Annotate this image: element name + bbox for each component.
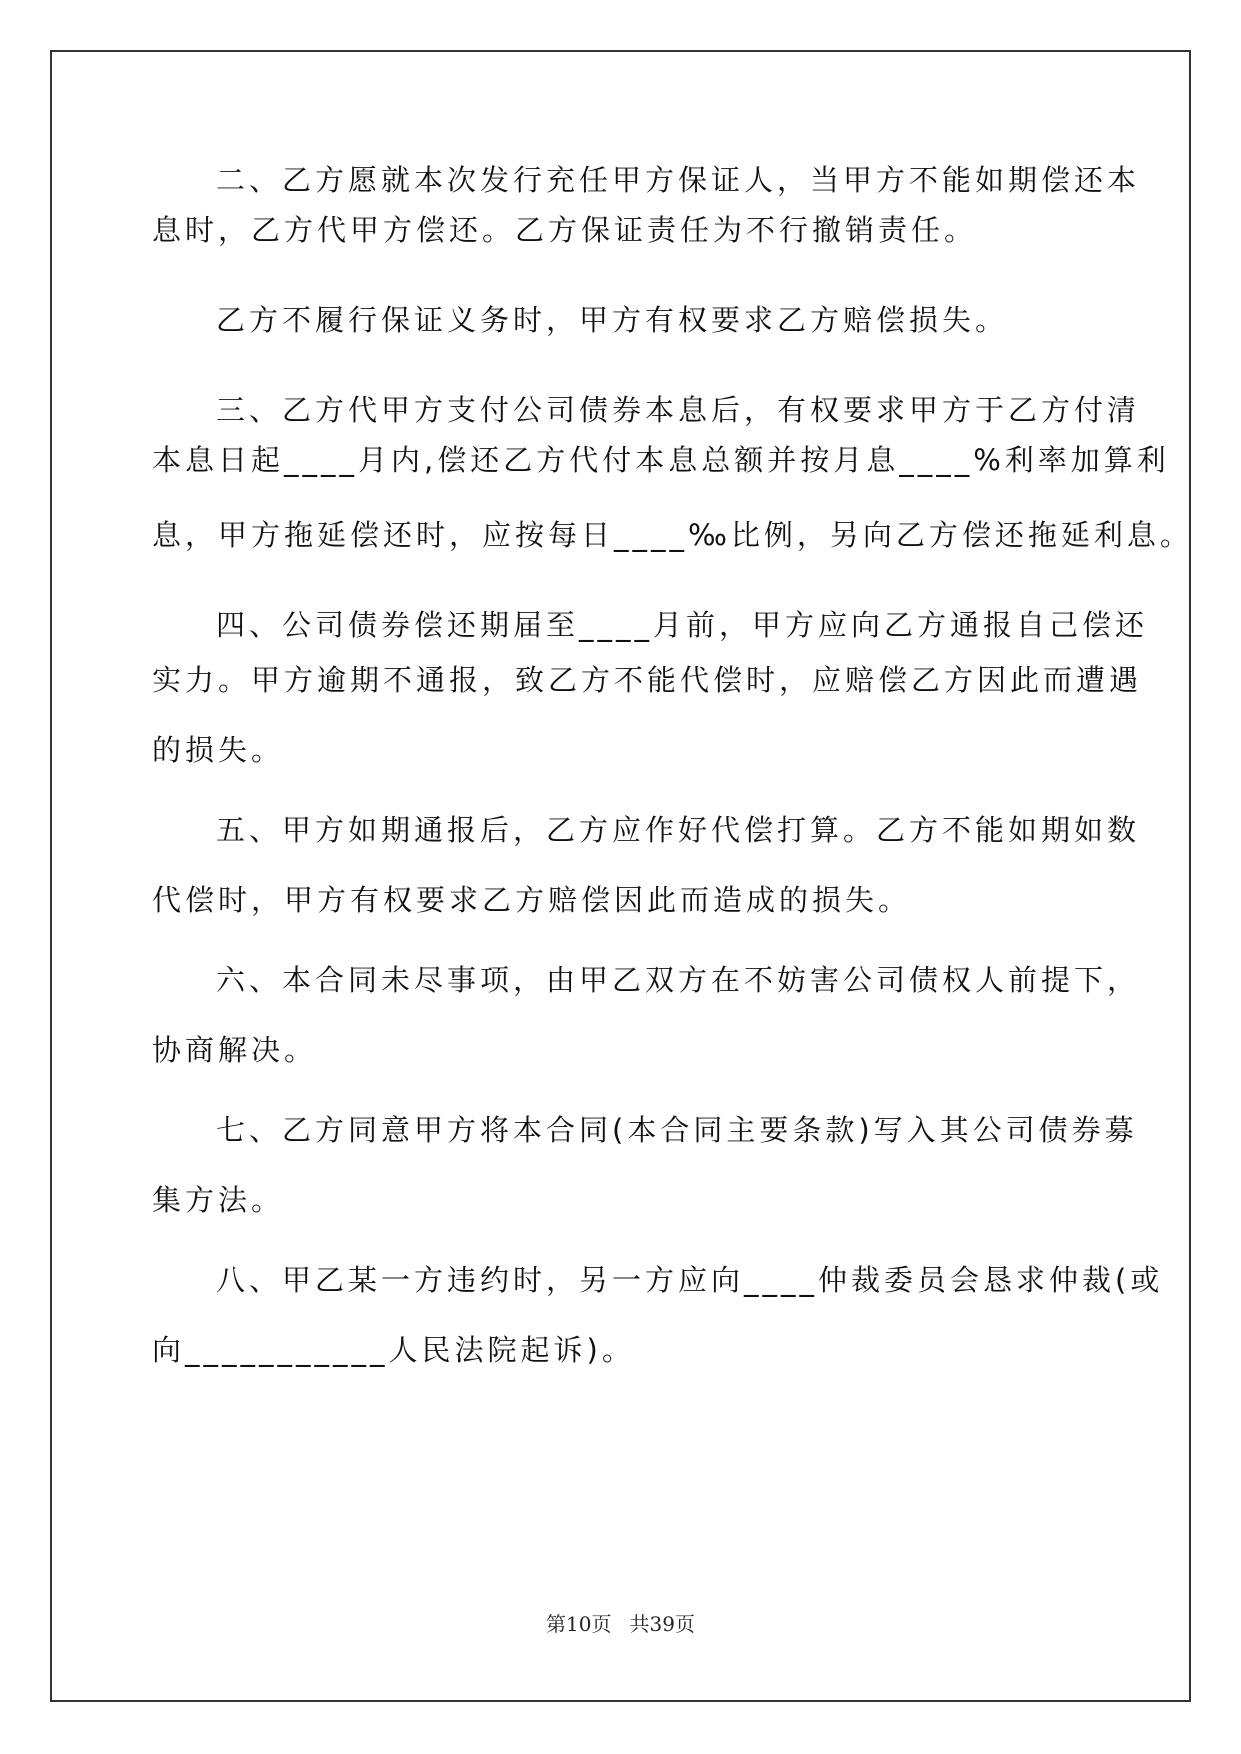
paragraph-line: 协商解决。 — [152, 1033, 318, 1067]
paragraph-line: 集方法。 — [152, 1183, 285, 1217]
paragraph-line: 乙方不履行保证义务时，甲方有权要求乙方赔偿损失。 — [216, 303, 1009, 337]
paragraph-line: 的损失。 — [152, 733, 285, 767]
paragraph-line: 五、甲方如期通报后，乙方应作好代偿打算。乙方不能如期如数 — [216, 813, 1141, 847]
page-border — [50, 50, 1191, 1702]
paragraph-line: 四、公司债券偿还期届至____月前，甲方应向乙方通报自己偿还 — [216, 608, 1149, 642]
page-total: 共39页 — [629, 1612, 695, 1636]
paragraph-line: 息时，乙方代甲方偿还。乙方保证责任为不行撤销责任。 — [152, 213, 978, 247]
paragraph-line: 实力。甲方逾期不通报，致乙方不能代偿时，应赔偿乙方因此而遭遇 — [152, 663, 1143, 697]
page-footer — [0, 1612, 1241, 1636]
paragraph-line: 本息日起____月内,偿还乙方代付本息总额并按月息____%利率加算利 — [152, 443, 1170, 477]
paragraph-line: 六、本合同未尽事项，由甲乙双方在不妨害公司债权人前提下， — [216, 963, 1141, 997]
paragraph-line: 代偿时，甲方有权要求乙方赔偿因此而造成的损失。 — [152, 883, 912, 917]
paragraph-line: 息，甲方拖延偿还时，应按每日____‰比例，另向乙方偿还拖延利息。 — [152, 518, 1193, 552]
paragraph-line: 八、甲乙某一方违约时，另一方应向____仲裁委员会恳求仲裁(或 — [216, 1263, 1164, 1297]
paragraph-line: 二、乙方愿就本次发行充任甲方保证人，当甲方不能如期偿还本 — [216, 163, 1141, 197]
page-number: 第10页 — [546, 1612, 612, 1636]
paragraph-line: 向___________人民法院起诉)。 — [152, 1333, 635, 1367]
paragraph-line: 三、乙方代甲方支付公司债券本息后，有权要求甲方于乙方付清 — [216, 393, 1141, 427]
paragraph-line: 七、乙方同意甲方将本合同(本合同主要条款)写入其公司债券募 — [216, 1113, 1138, 1147]
